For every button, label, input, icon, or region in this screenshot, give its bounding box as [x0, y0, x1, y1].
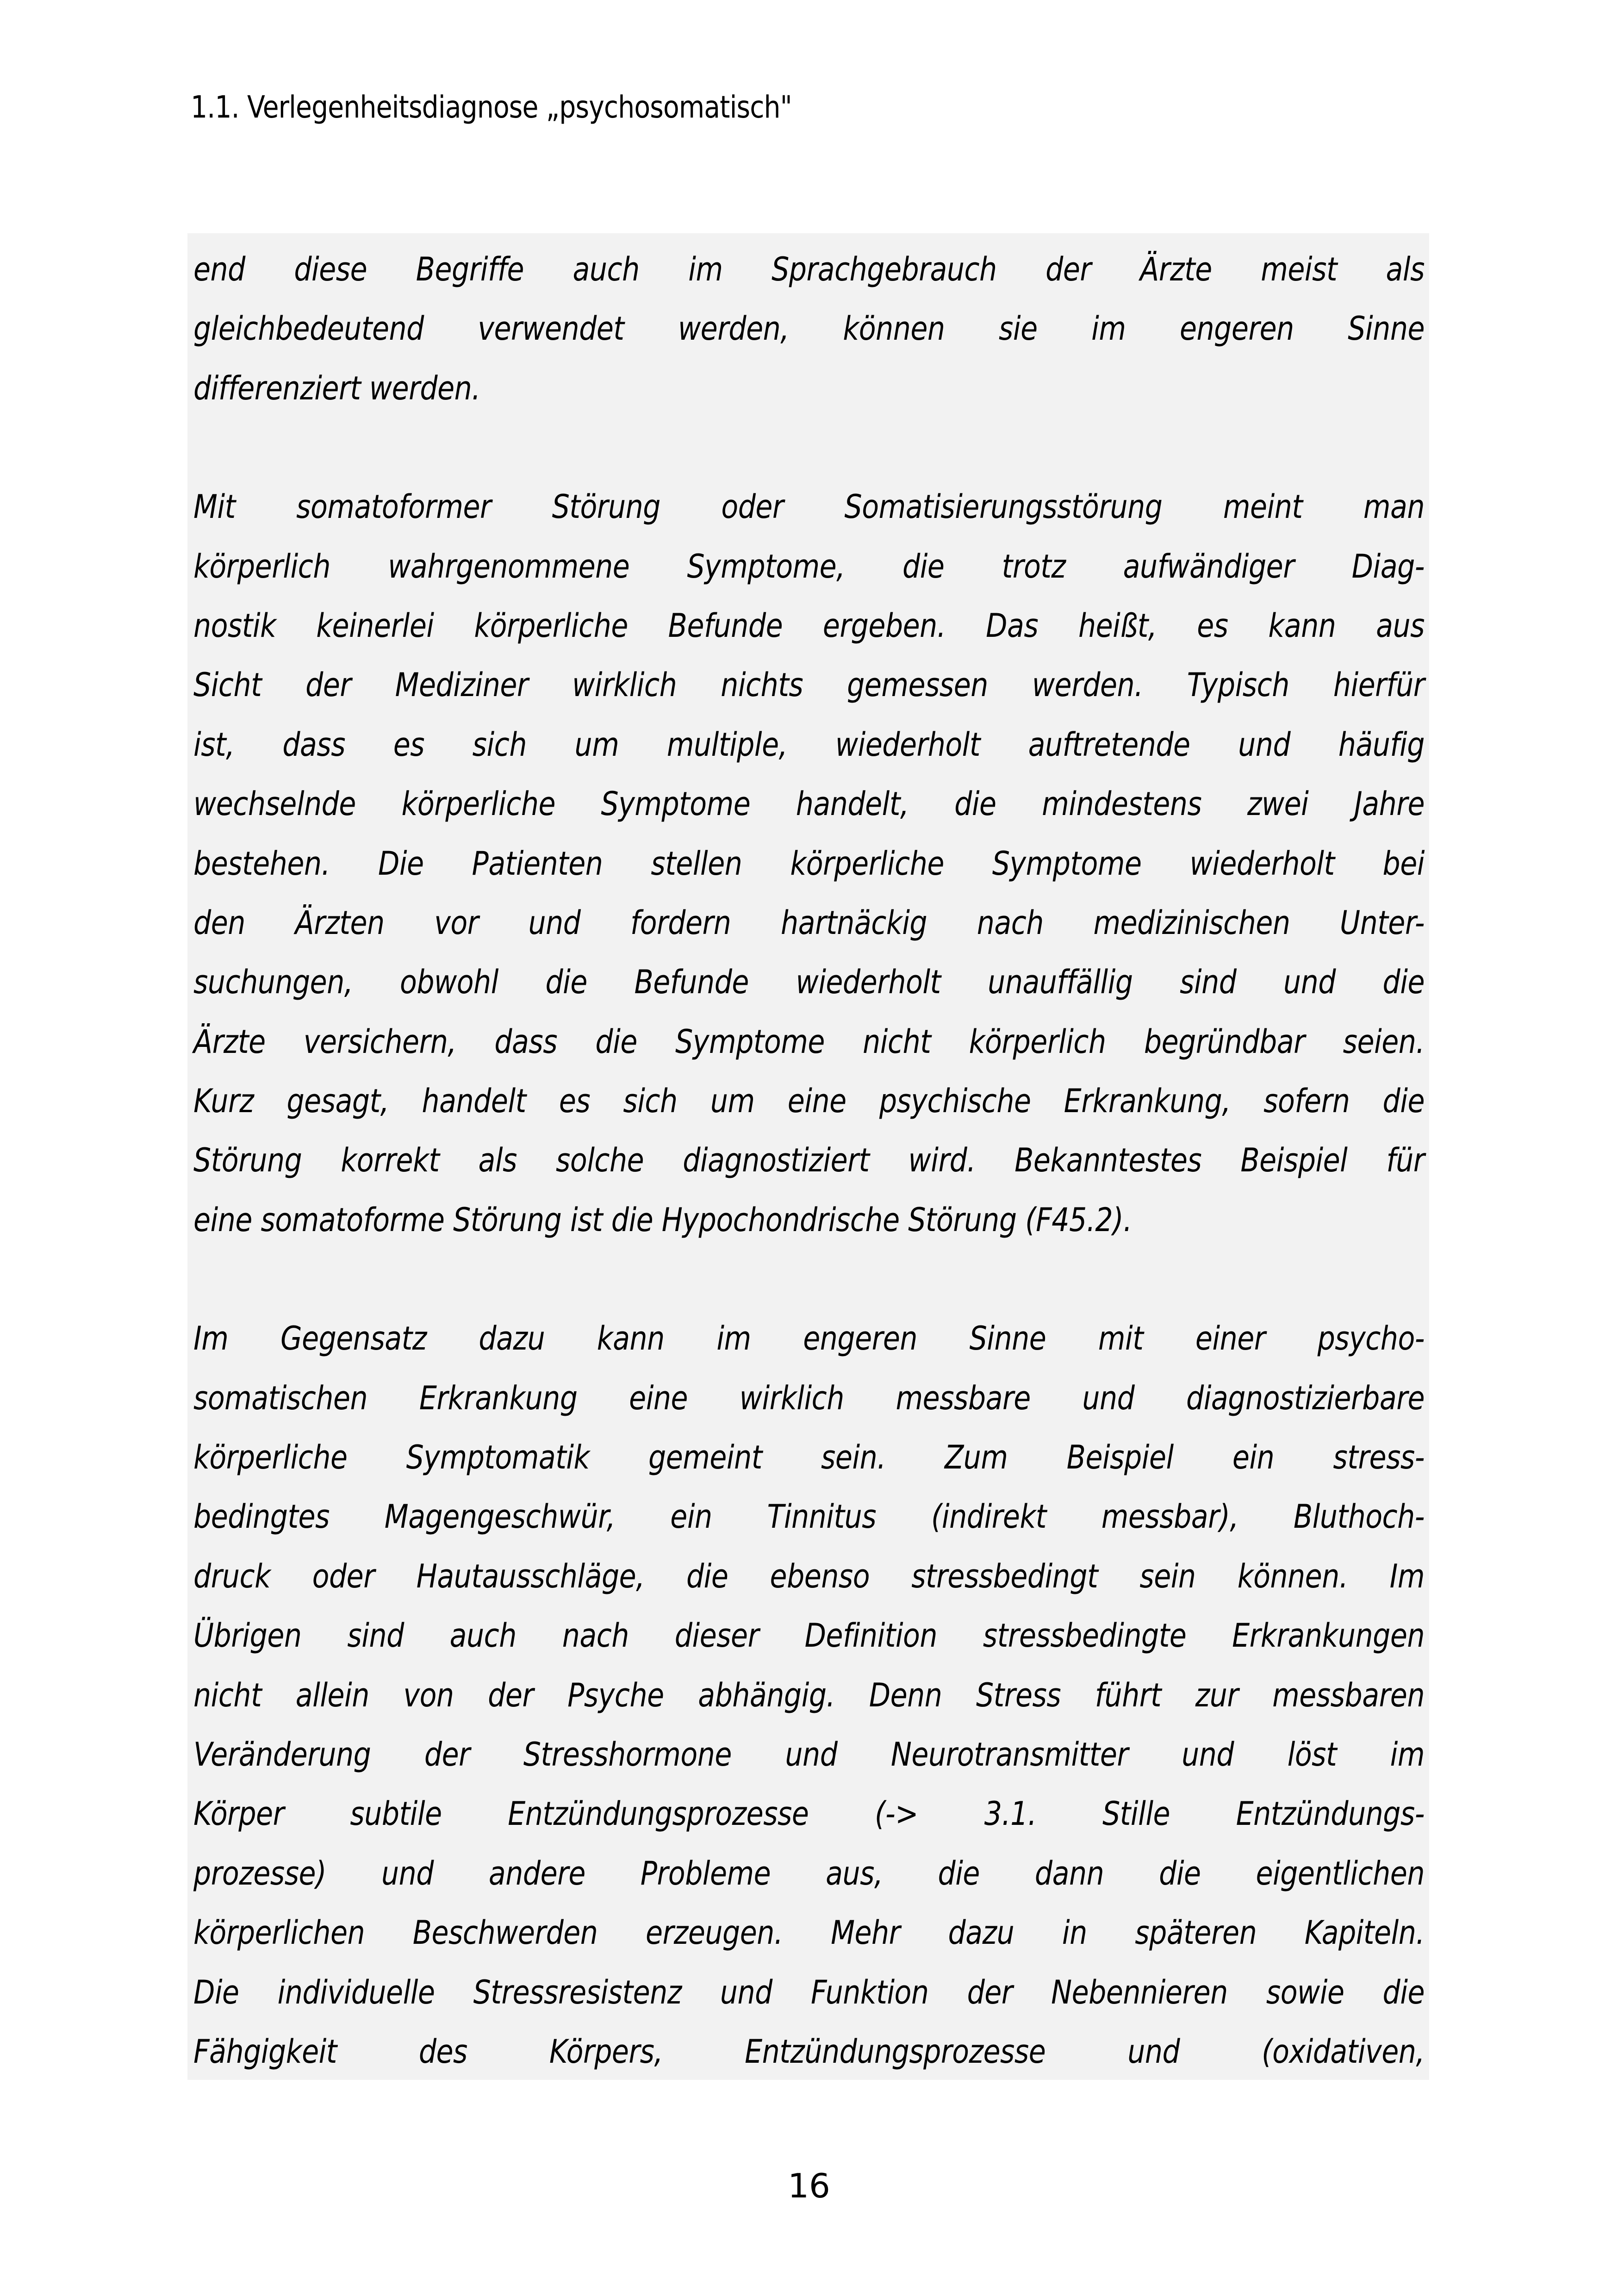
- text-line: Veränderung der Stresshormone und Neurotransmitter und löst im: [193, 1735, 1425, 1773]
- text-line: körperlich wahrgenommene Symptome, die trotz aufwändiger Diag-: [193, 547, 1425, 585]
- text-line: wechselnde körperliche Symptome handelt, die mindestens zwei Jahre: [193, 785, 1425, 823]
- shaded-box-content: [193, 240, 1425, 2140]
- text-line: nostik keinerlei körperliche Befunde ergeben. Das heißt, es kann aus: [193, 606, 1425, 645]
- text-line: Mit somatoformer Störung oder Somatisierungsstörung meint man: [193, 488, 1425, 526]
- text-line: somatischen Erkrankung eine wirklich messbare und diagnostizierbare: [193, 1379, 1425, 1417]
- text-line: nicht allein von der Psyche abhängig. Denn Stress führt zur messbaren: [193, 1676, 1425, 1714]
- text-line: Die individuelle Stressresistenz und Funktion der Nebennieren sowie die: [193, 1973, 1425, 2011]
- text-line: Übrigen sind auch nach dieser Definition stressbedingte Erkrankungen: [193, 1617, 1425, 1655]
- text-line: Sicht der Mediziner wirklich nichts gemessen werden. Typisch hierfür: [193, 666, 1425, 704]
- text-line: end diese Begriffe auch im Sprachgebrauch der Ärzte meist als: [193, 250, 1425, 288]
- paragraph-psychosomatic: [193, 1309, 1425, 2081]
- text-line: suchungen, obwohl die Befunde wiederholt unauffällig sind und die: [193, 963, 1425, 1002]
- running-header: 1.1. Verlegenheitsdiagnose „psychosomatisch": [191, 89, 792, 125]
- text-line: gleichbedeutend verwendet werden, können sie im engeren Sinne: [193, 310, 1425, 348]
- paragraph-somatoform: [193, 477, 1425, 1250]
- text-line: Störung korrekt als solche diagnostiziert wird. Bekanntestes Beispiel für: [193, 1141, 1425, 1180]
- text-line: den Ärzten vor und fordern hartnäckig nach medizinischen Unter-: [193, 903, 1425, 942]
- text-line: ist, dass es sich um multiple, wiederholt auftretende und häufig: [193, 725, 1425, 764]
- text-line: druck oder Hautausschläge, die ebenso stressbedingt sein können. Im: [193, 1557, 1425, 1595]
- text-line: eine somatoforme Störung ist die Hypochondrische Störung (F45.2).: [193, 1201, 1132, 1239]
- text-line: Im Gegensatz dazu kann im engeren Sinne mit einer psycho-: [193, 1319, 1425, 1358]
- text-line: Körper subtile Entzündungsprozesse (-> 3.1. Stille Entzündungs-: [193, 1795, 1425, 1833]
- text-line: prozesse) und andere Probleme aus, die dann die eigentlichen: [193, 1854, 1425, 1892]
- page-number: 16: [788, 2166, 830, 2205]
- text-line: körperliche Symptomatik gemeint sein. Zum Beispiel ein stress-: [193, 1438, 1425, 1477]
- text-line: Ärzte versichern, dass die Symptome nicht körperlich begründbar seien.: [193, 1022, 1425, 1061]
- text-line: differenziert werden.: [193, 369, 480, 407]
- text-line: Fähgigkeit des Körpers, Entzündungsprozesse und (oxidativen,: [193, 2032, 1425, 2071]
- text-line: bestehen. Die Patienten stellen körperliche Symptome wiederholt bei: [193, 844, 1425, 883]
- paragraph-intro: [193, 240, 1425, 418]
- text-line: bedingtes Magengeschwür, ein Tinnitus (indirekt messbar), Bluthoch-: [193, 1498, 1425, 1536]
- text-line: körperlichen Beschwerden erzeugen. Mehr dazu in späteren Kapiteln.: [193, 1914, 1425, 1952]
- text-line: Kurz gesagt, handelt es sich um eine psychische Erkrankung, sofern die: [193, 1082, 1425, 1120]
